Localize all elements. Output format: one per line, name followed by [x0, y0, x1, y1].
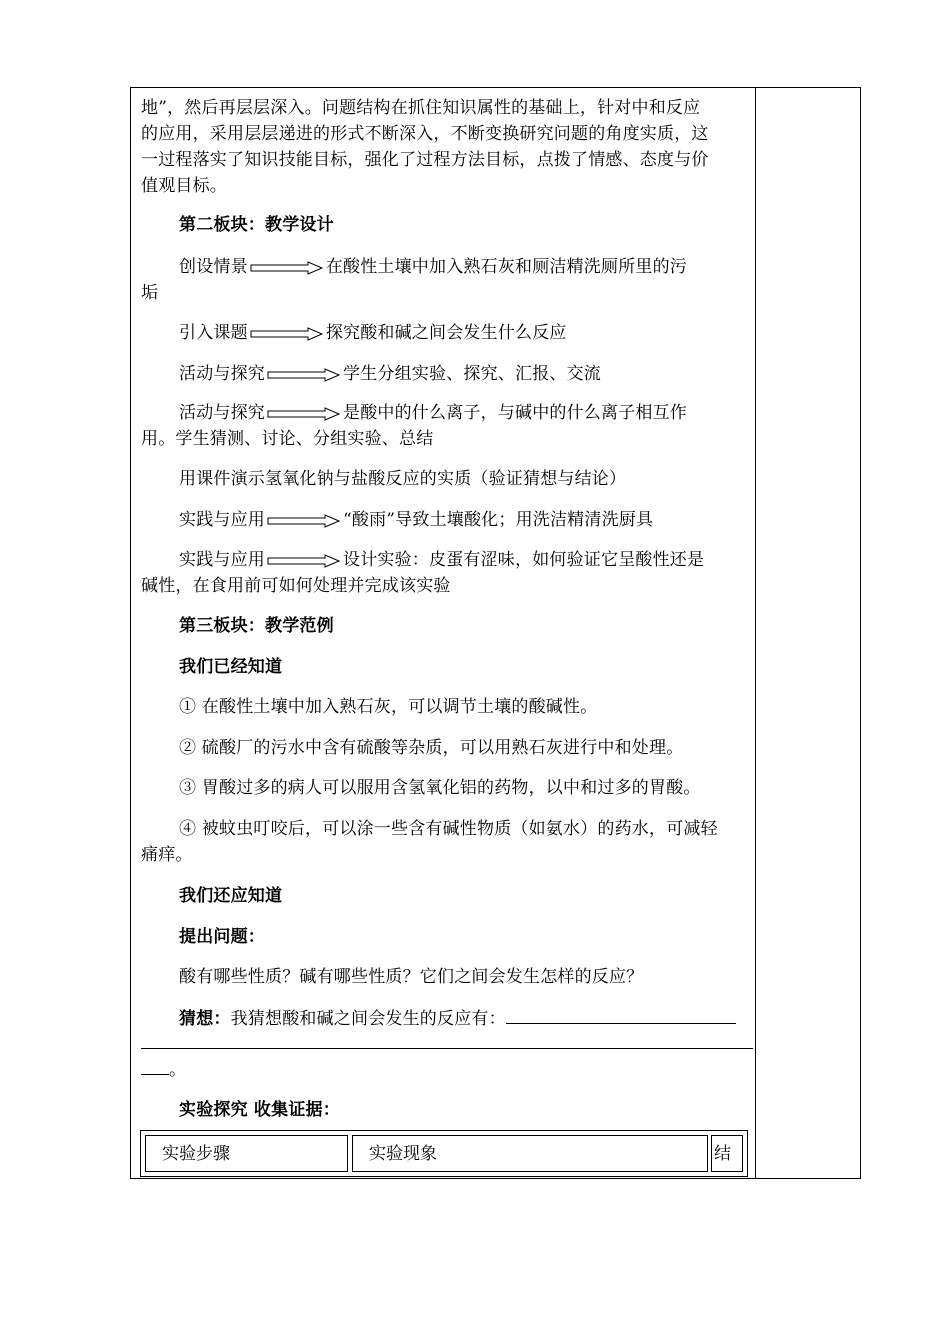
guess-cont-line [141, 1030, 753, 1057]
flow-step-text: “酸雨”导致土壤酸化；用洗洁精清洗厨具 [343, 510, 654, 530]
flow-step-text: 是酸中的什么离子，与碱中的什么离子相互作 [343, 403, 687, 423]
flow-step-label: 实践与应用 [179, 510, 265, 530]
section-2-title: 第二板块：教学设计 [179, 215, 334, 235]
guess-text: 我猜想酸和碱之间会发生的反应有： [230, 1009, 506, 1029]
guess-end-line [141, 1056, 753, 1083]
arrow-right-icon [267, 554, 341, 568]
table-header-phenomenon: 实验现象 [352, 1135, 708, 1172]
flow-step-3 [141, 361, 753, 387]
flow-step-2 [141, 320, 753, 346]
answer-blank[interactable] [141, 1056, 169, 1075]
flow-step-4-cont: 用。学生猜测、讨论、分组实验、总结 [141, 429, 434, 449]
known-heading: 我们已经知道 [179, 657, 283, 677]
flow-step-label: 活动与探究 [179, 403, 265, 423]
flow-step-5 [141, 507, 753, 533]
flow-step-label: 创设情景 [179, 257, 248, 277]
table-header-steps: 实验步骤 [145, 1135, 348, 1172]
arrow-right-icon [250, 327, 324, 341]
known-item-4: ④ 被蚊虫叮咬后，可以涂一些含有碱性物质（如氨水）的药水，可减轻 [179, 819, 718, 839]
arrow-right-icon [267, 407, 341, 421]
known-item-2: ② 硫酸厂的污水中含有硫酸等杂质，可以用熟石灰进行中和处理。 [179, 738, 684, 758]
flow-step-label: 引入课题 [179, 323, 248, 343]
question-text: 酸有哪些性质？碱有哪些性质？它们之间会发生怎样的反应？ [179, 967, 644, 987]
experiment-table [140, 1130, 748, 1177]
known-item-4-cont: 痛痒。 [141, 845, 193, 865]
flow-step-text: 学生分组实验、探究、汇报、交流 [343, 364, 601, 384]
intro-line-2: 的应用，采用层层递进的形式不断深入，不断变换研究问题的角度实质，这 [141, 124, 709, 144]
arrow-right-icon [267, 368, 341, 382]
column-divider [755, 88, 756, 1178]
courseware-line: 用课件演示氢氧化钠与盐酸反应的实质（验证猜想与结论） [179, 469, 627, 489]
arrow-right-icon [250, 261, 324, 275]
flow-step-text: 探究酸和碱之间会发生什么反应 [325, 323, 567, 343]
flow-step-text: 设计实验：皮蛋有涩味，如何验证它呈酸性还是 [343, 550, 705, 570]
known-item-1: ① 在酸性土壤中加入熟石灰，可以调节土壤的酸碱性。 [179, 697, 598, 717]
flow-step-6-cont: 碱性，在食用前可如何处理并完成该实验 [141, 576, 451, 596]
answer-blank[interactable] [141, 1030, 753, 1049]
should-know-heading: 我们还应知道 [179, 886, 283, 906]
lesson-plan-table [130, 87, 861, 1179]
question-heading: 提出问题： [179, 927, 265, 947]
guess-line [141, 1005, 753, 1032]
intro-line-3: 一过程落实了知识技能目标，强化了过程方法目标，点拨了情感、态度与价 [141, 150, 709, 170]
table-header-conclusion: 结 [711, 1135, 743, 1172]
section-3-title: 第三板块：教学范例 [179, 616, 334, 636]
known-item-3: ③ 胃酸过多的病人可以服用含氢氧化铝的药物，以中和过多的胃酸。 [179, 778, 701, 798]
flow-step-label: 实践与应用 [179, 550, 265, 570]
flow-step-text: 在酸性土壤中加入熟石灰和厕洁精洗厕所里的污 [325, 257, 688, 277]
intro-line-4: 值观目标。 [141, 176, 227, 196]
flow-step-1 [141, 254, 753, 280]
arrow-right-icon [267, 514, 341, 528]
intro-line-1: 地”，然后再层层深入。问题结构在抓住知识属性的基础上，针对中和反应 [141, 98, 701, 118]
flow-step-label: 活动与探究 [179, 364, 265, 384]
guess-label: 猜想： [179, 1009, 231, 1029]
answer-blank[interactable] [506, 1005, 736, 1024]
flow-step-1-cont: 垢 [141, 283, 159, 303]
guess-end-mark: 。 [169, 1060, 187, 1080]
flow-step-6 [141, 547, 753, 573]
flow-step-4 [141, 400, 753, 426]
experiment-heading: 实验探究 收集证据： [179, 1100, 340, 1120]
